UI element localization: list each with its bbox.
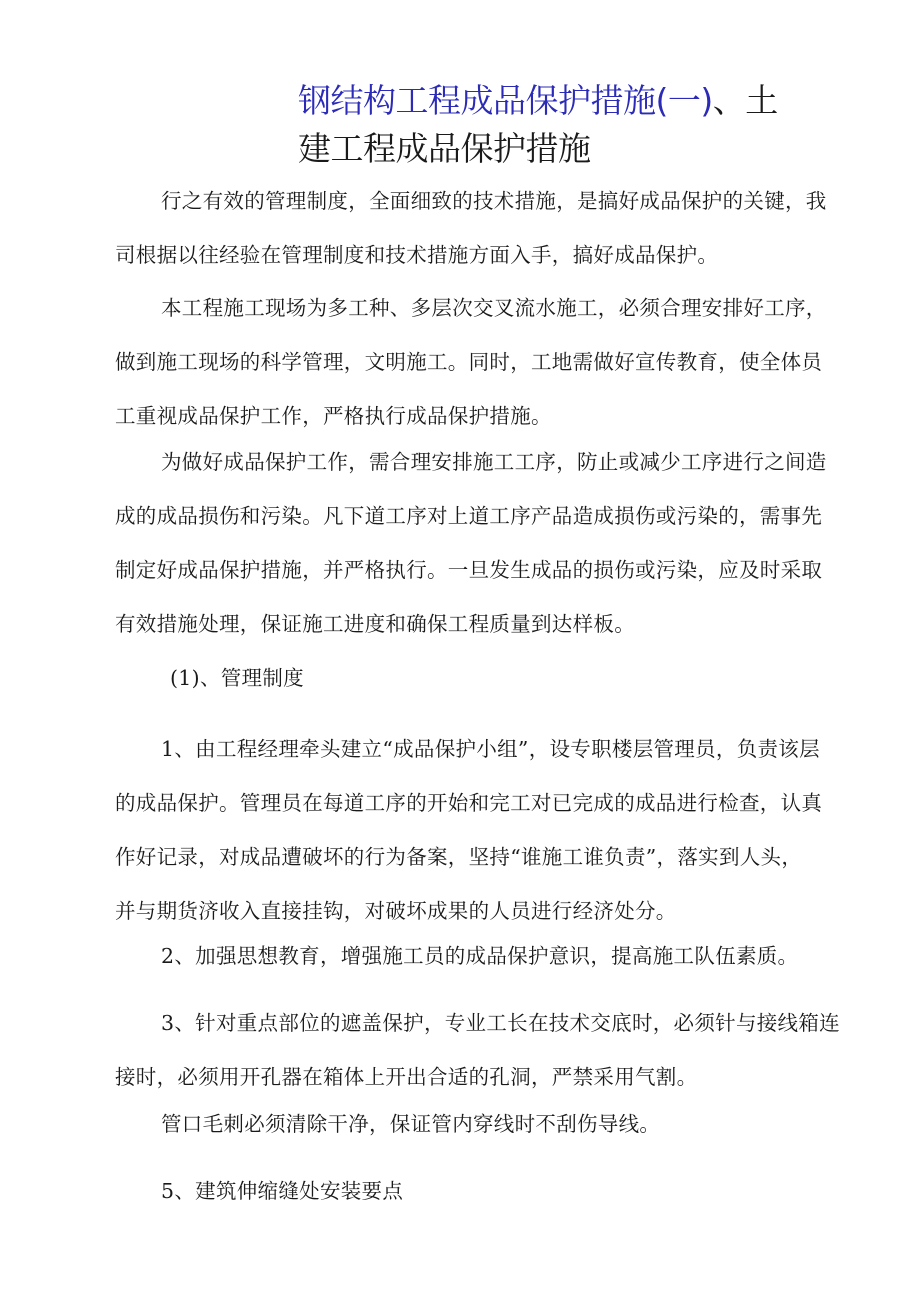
paragraph-item-1	[115, 722, 823, 938]
text-line: 司根据以往经验在管理制度和技术措施方面入手，搞好成品保护。	[115, 243, 719, 267]
document-title-line-2: 建工程成品保护措施	[298, 129, 591, 168]
paragraph-process-arrangement	[115, 435, 827, 651]
document-title-line-1	[298, 78, 818, 124]
document-title-tail: 、土	[712, 81, 778, 120]
text-line: 3、针对重点部位的遮盖保护，专业工长在技术交底时，必须针与接线箱连	[161, 1011, 840, 1035]
text-line: 的成品保护。管理员在每道工序的开始和完工对已完成的成品进行检查，认真	[115, 791, 823, 815]
text-line: 接时，必须用开孔器在箱体上开出合适的孔洞，严禁采用气割。	[115, 1065, 698, 1089]
paragraph-item-2	[115, 929, 815, 983]
paragraph-pipe-burr	[115, 1097, 815, 1151]
paragraph-item-3	[115, 996, 840, 1104]
text-line: 作好记录，对成品遭破坏的行为备案，坚持“谁施工谁负责”，落实到人头，	[115, 845, 803, 869]
paragraph-item-5	[115, 1164, 815, 1218]
text-line: 制定好成品保护措施，并严格执行。一旦发生成品的损伤或污染，应及时采取	[115, 558, 823, 582]
paragraph-management-intro	[115, 174, 827, 282]
text-line: 做到施工现场的科学管理，文明施工。同时，工地需做好宣传教育，使全体员	[115, 350, 823, 374]
text-line: 管口毛刺必须清除干净，保证管内穿线时不刮伤导线。	[161, 1112, 661, 1136]
text-line: 本工程施工现场为多工种、多层次交叉流水施工，必须合理安排好工序，	[161, 296, 827, 320]
document-title-blue: 钢结构工程成品保护措施(一)	[298, 81, 713, 120]
text-line: 5、建筑伸缩缝处安装要点	[161, 1179, 404, 1203]
text-line: 成的成品损伤和污染。凡下道工序对上道工序产品造成损伤或污染的，需事先	[115, 504, 823, 528]
text-line: 有效措施处理，保证施工进度和确保工程质量到达样板。	[115, 612, 635, 636]
text-line: 为做好成品保护工作，需合理安排施工工序，防止或减少工序进行之间造	[161, 450, 827, 474]
text-line: 2、加强思想教育，增强施工员的成品保护意识，提高施工队伍素质。	[161, 944, 799, 968]
section-heading-management-system: (1)、管理制度	[170, 666, 304, 690]
paragraph-site-overview	[115, 281, 827, 443]
text-line: 并与期货济收入直接挂钩，对破坏成果的人员进行经济处分。	[115, 899, 677, 923]
text-line: 1、由工程经理牵头建立“成品保护小组”，设专职楼层管理员，负责该层	[161, 737, 820, 761]
text-line: 工重视成品保护工作，严格执行成品保护措施。	[115, 404, 552, 428]
text-line: 行之有效的管理制度，全面细致的技术措施，是搞好成品保护的关键，我	[161, 189, 827, 213]
